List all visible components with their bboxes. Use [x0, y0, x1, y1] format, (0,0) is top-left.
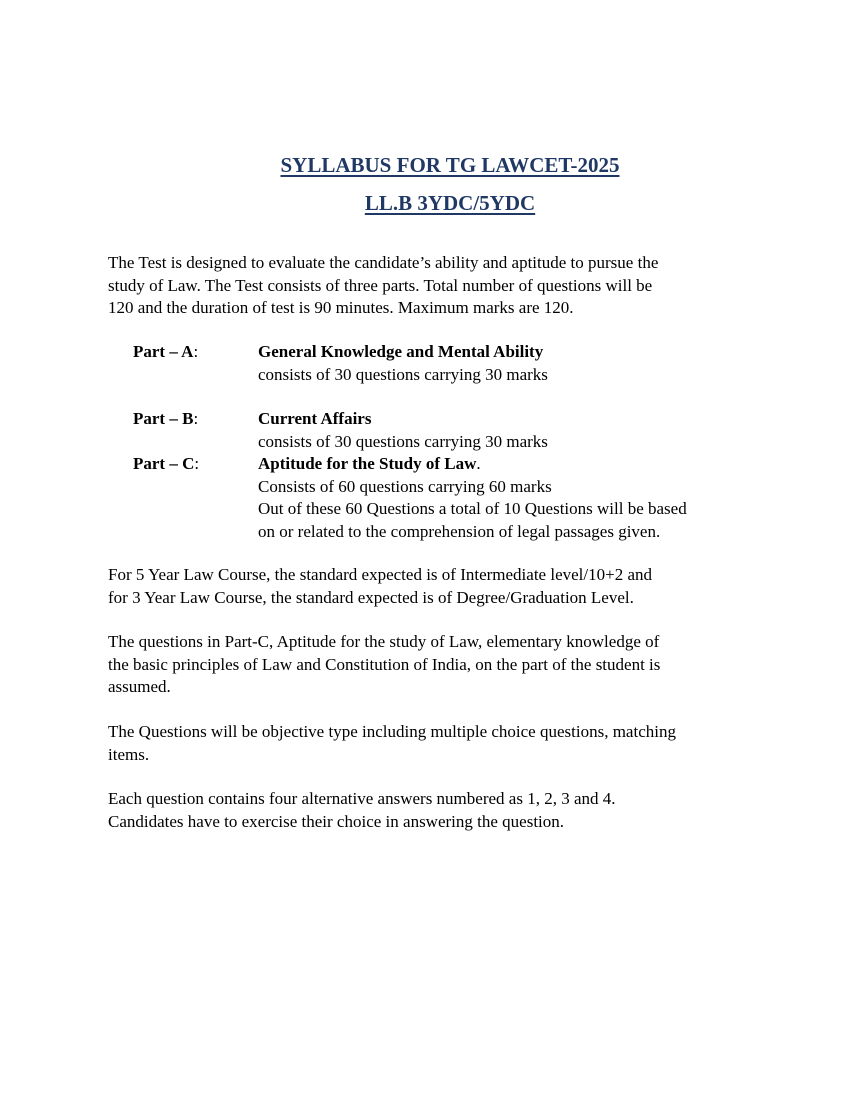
question-type-paragraph — [108, 721, 768, 766]
course-level-line: For 5 Year Law Course, the standard expected is of Intermediate level/10+2 and — [108, 565, 652, 584]
part-b-label: Part – B: — [133, 409, 199, 428]
answer-options-line: Candidates have to exercise their choice in answering the question. — [108, 811, 565, 831]
part-a-label: Part – A: — [133, 342, 199, 361]
intro-paragraph — [108, 252, 768, 320]
part-c-detail: Consists of 60 questions carrying 60 marks — [258, 476, 552, 496]
part-a-detail: consists of 30 questions carrying 30 marks — [258, 364, 548, 384]
intro-line: study of Law. The Test consists of three parts. Total number of questions will be — [108, 275, 653, 295]
part-b-detail: consists of 30 questions carrying 30 marks — [258, 431, 548, 451]
part-c-knowledge-line: assumed. — [108, 677, 171, 696]
course-level-paragraph — [108, 564, 768, 609]
part-c-knowledge-paragraph — [108, 631, 768, 699]
part-c-knowledge-line: The questions in Part-C, Aptitude for the study of Law, elementary knowledge of — [108, 632, 660, 651]
part-c-knowledge-line: the basic principles of Law and Constitution of India, on the part of the student is — [108, 654, 661, 674]
answer-options-paragraph — [108, 788, 768, 833]
part-b-body — [258, 408, 768, 453]
course-level-line: for 3 Year Law Course, the standard expected is of Degree/Graduation Level. — [108, 587, 634, 607]
part-b-heading: Current Affairs — [258, 409, 372, 428]
part-c-detail: on or related to the comprehension of legal passages given. — [258, 521, 661, 541]
part-c-body — [258, 453, 768, 543]
part-a-body — [258, 341, 768, 386]
question-type-line: The Questions will be objective type including multiple choice questions, matching — [108, 722, 676, 741]
part-c-detail: Out of these 60 Questions a total of 10 Questions will be based — [258, 499, 687, 518]
question-type-line: items. — [108, 744, 150, 764]
part-a-heading: General Knowledge and Mental Ability — [258, 342, 544, 361]
part-c-label: Part – C: — [133, 454, 200, 473]
document-subtitle: LL.B 3YDC/5YDC — [364, 191, 536, 215]
intro-line: The Test is designed to evaluate the candidate’s ability and aptitude to pursue the — [108, 253, 659, 272]
answer-options-line: Each question contains four alternative answers numbered as 1, 2, 3 and 4. — [108, 789, 616, 808]
part-c-heading: Aptitude for the Study of Law. — [258, 454, 481, 473]
document-title: SYLLABUS FOR TG LAWCET-2025 — [280, 153, 620, 177]
intro-line: 120 and the duration of test is 90 minutes. Maximum marks are 120. — [108, 298, 574, 317]
